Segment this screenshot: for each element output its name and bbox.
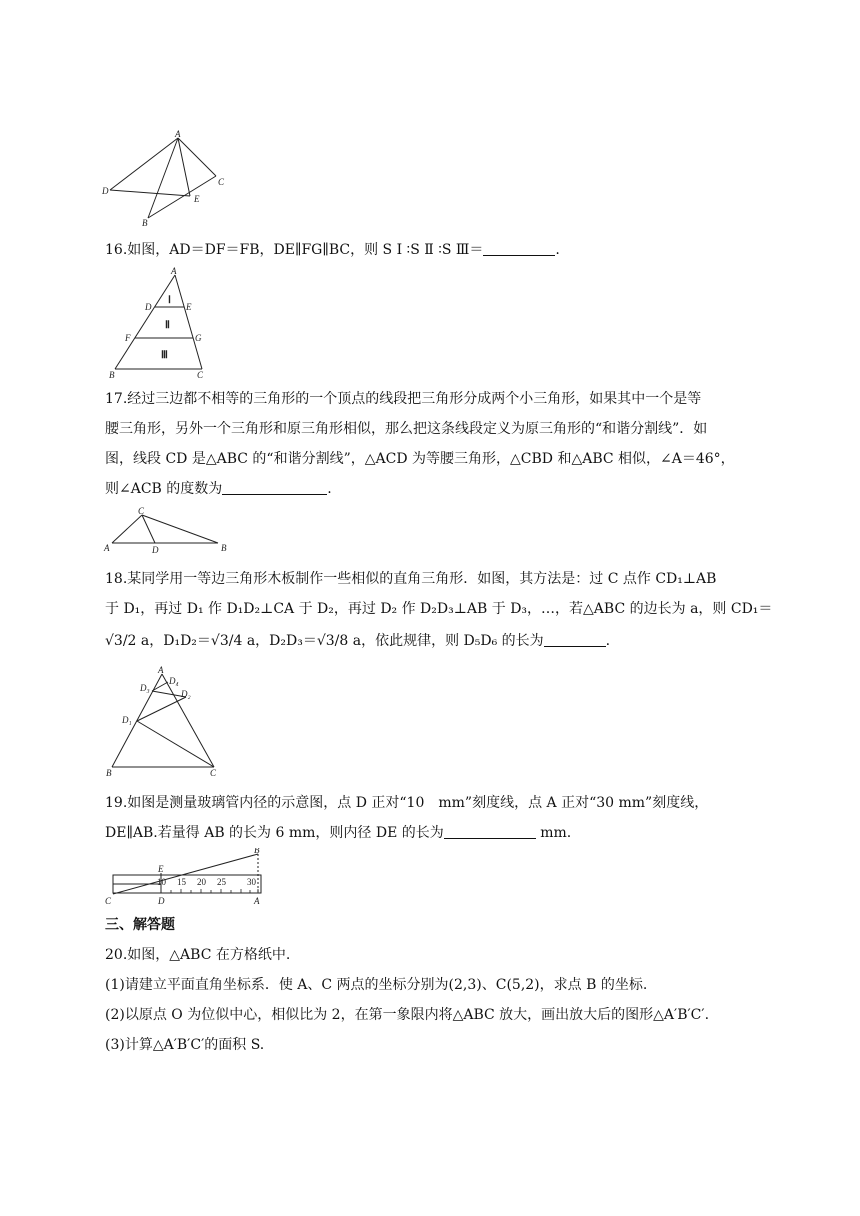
label-A: A [171, 266, 177, 276]
tick-15: 15 [177, 877, 186, 887]
q17-line1: 17.经过三边都不相等的三角形的一个顶点的线段把三角形分成两个小三角形，如果其中一个是等 [105, 391, 702, 407]
q20-part2: (2)以原点 O 为位似中心，相似比为 2，在第一象限内将△ABC 放大，画出放大后的图形△A′B′C′. [105, 1007, 710, 1023]
label-C: C [210, 768, 217, 778]
figure-q18 [102, 664, 232, 783]
q20-stem: 20.如图，△ABC 在方格纸中. [105, 947, 291, 963]
label-C: C [105, 896, 112, 906]
label-D4: D₄ [169, 676, 179, 686]
label-C: C [218, 177, 225, 187]
label-B: B [106, 768, 112, 778]
q17-line3: 图，线段 CD 是△ABC 的“和谐分割线”，△ACD 为等腰三角形，△CBD 和△ABC 相似，∠A＝46°， [105, 451, 735, 467]
label-D: D [152, 545, 159, 555]
tick-20: 20 [197, 877, 206, 887]
q20-part1: (1)请建立平面直角坐标系．使 A、C 两点的坐标分别为(2,3)、C(5,2)，求点 B 的坐标. [105, 977, 648, 993]
label-F: F [125, 333, 131, 343]
q19-answer-blank[interactable] [444, 826, 536, 839]
q19-end: mm. [535, 825, 572, 841]
label-B: B [254, 848, 260, 855]
label-E: E [158, 864, 164, 874]
label-A: A [158, 665, 164, 675]
tick-25: 25 [217, 877, 226, 887]
q18-answer-blank[interactable] [544, 634, 606, 647]
q20-part3: (3)计算△A′B′C′的面积 S. [105, 1037, 265, 1053]
q18-line3 [105, 634, 610, 648]
region-I: Ⅰ [168, 295, 171, 306]
region-II: Ⅱ [165, 320, 170, 331]
section-heading: 三、解答题 [105, 917, 175, 933]
q16-end: . [555, 242, 560, 258]
label-D2: D₂ [181, 689, 191, 699]
q17-line4 [105, 482, 332, 496]
q17-line2: 腰三角形，另外一个三角形和原三角形相似，那么把这条线段定义为原三角形的“和谐分割线”．如 [105, 421, 708, 437]
q17-line4-text: 则∠ACB 的度数为 [105, 481, 223, 497]
q16-answer-blank[interactable] [483, 243, 555, 256]
figure-q15 [100, 128, 240, 232]
label-C: C [197, 370, 204, 380]
label-A: A [104, 543, 110, 553]
q19-line2 [105, 826, 571, 840]
figure-q16 [105, 265, 215, 384]
label-D: D [145, 302, 152, 312]
q19-line2-text: DE∥AB.若量得 AB 的长为 6 mm，则内径 DE 的长为 [105, 825, 444, 841]
q18-end: . [605, 633, 611, 649]
label-D3: D₃ [140, 683, 150, 693]
q16-stem: 16.如图，AD＝DF＝FB，DE∥FG∥BC，则 S Ⅰ ∶S Ⅱ ∶S Ⅲ＝ [105, 242, 484, 258]
q17-end: . [327, 481, 332, 497]
region-III: Ⅲ [161, 350, 168, 361]
label-G: G [195, 333, 202, 343]
label-D: D [102, 186, 109, 196]
label-E: E [194, 194, 200, 204]
tick-30: 30 [247, 877, 256, 887]
tick-10: 10 [157, 877, 166, 887]
q18-line2: 于 D₁，再过 D₁ 作 D₁D₂⊥CA 于 D₂，再过 D₂ 作 D₂D₃⊥AB 于 D₃，…，若△ABC 的边长为 a，则 CD₁＝ [105, 601, 773, 617]
q16-text [105, 243, 560, 257]
figure-q17 [100, 505, 240, 559]
q17-answer-blank[interactable] [222, 482, 327, 495]
q18-line1: 18.某同学用一等边三角形木板制作一些相似的直角三角形．如图，其方法是：过 C 点作 CD₁⊥AB [105, 571, 717, 587]
label-B: B [221, 543, 227, 553]
q19-line1: 19.如图是测量玻璃管内径的示意图，点 D 正对“10 mm”刻度线，点 A 正对“30 mm”刻度线， [105, 795, 709, 811]
label-B: B [142, 218, 148, 228]
q18-line3-text: √3/2 a，D₁D₂＝√3/4 a，D₂D₃＝√3/8 a，依此规律，则 D₅D₆ 的长为 [105, 633, 544, 649]
figure-q19 [103, 848, 273, 910]
label-B: B [109, 370, 115, 380]
label-D: D [158, 896, 165, 906]
label-A: A [254, 896, 260, 906]
label-E: E [186, 302, 192, 312]
label-C: C [138, 506, 145, 516]
label-D1: D₁ [122, 715, 132, 725]
label-A: A [175, 129, 181, 139]
